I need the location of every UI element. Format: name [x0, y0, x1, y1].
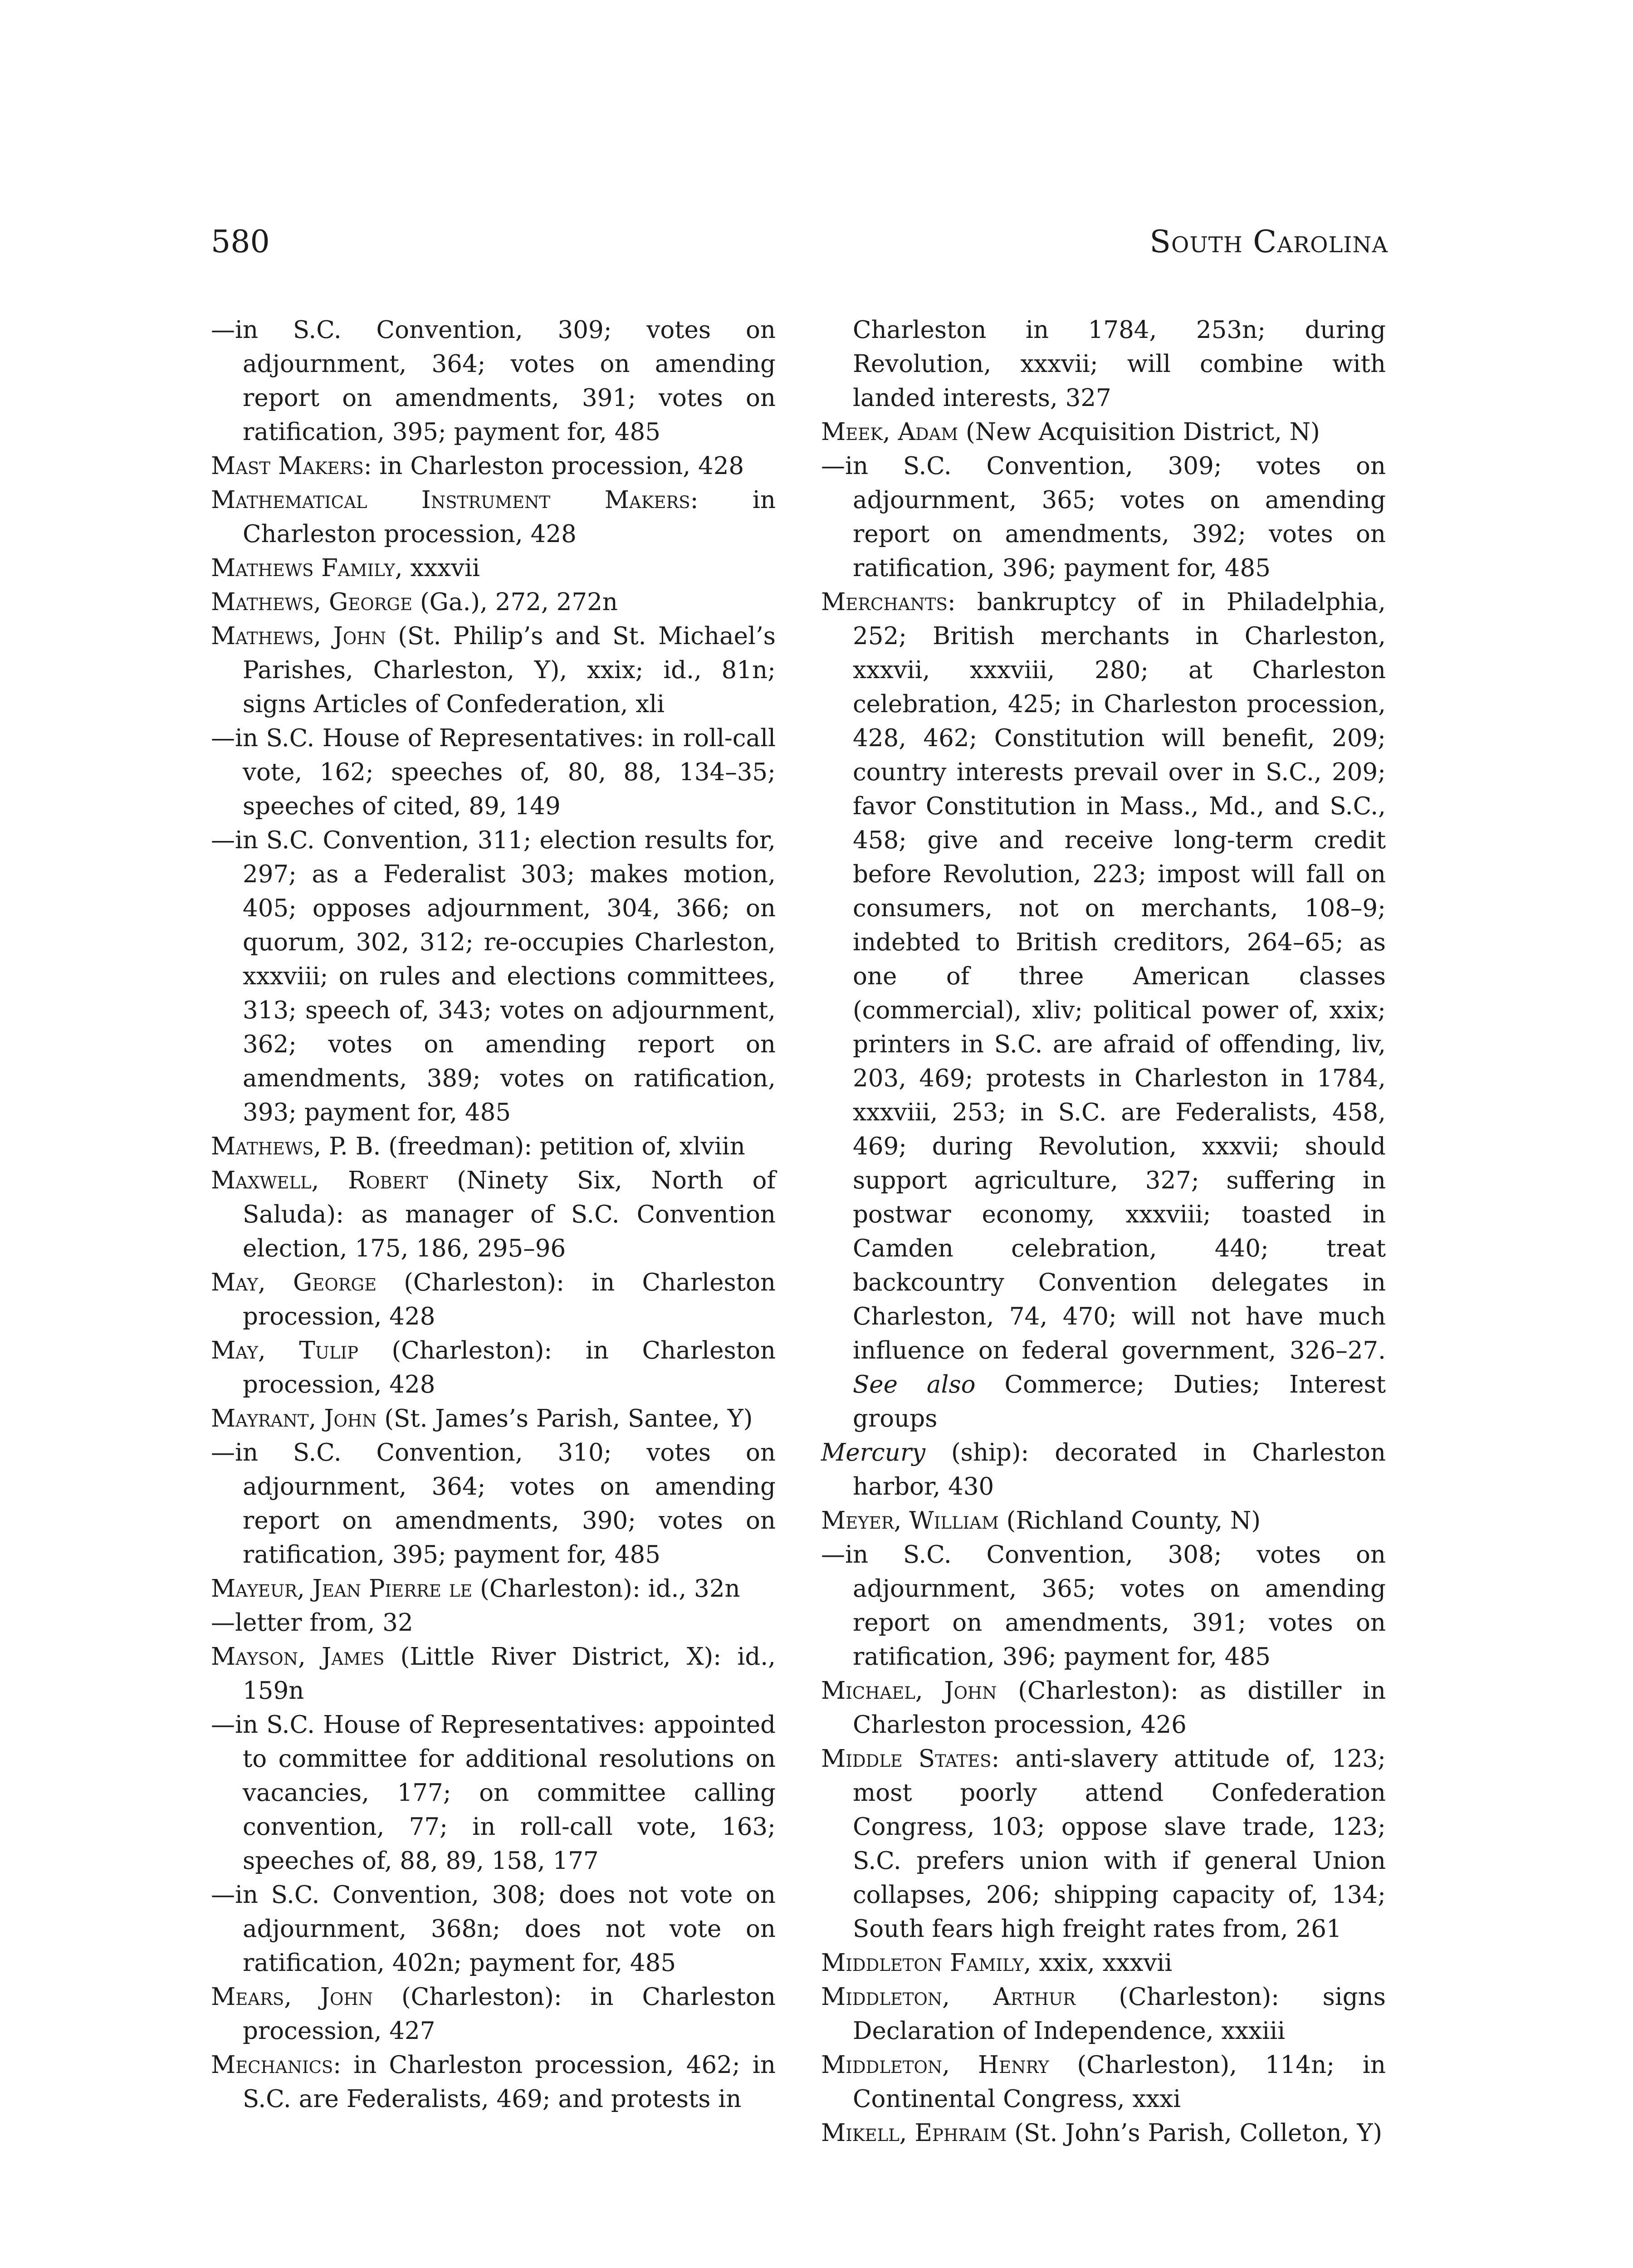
index-entry — [211, 1572, 776, 1606]
index-entry — [211, 483, 776, 551]
index-entry — [211, 1640, 776, 1708]
index-entry-text: : bankruptcy of in Philadelphia, 252; British merchants in Charleston, xxxvii, xxxviii, 280; at Charleston celebration, 425; in Charleston procession, 428, 462; Constitution will benefit, 209; country interests prevail over in S.C., 209; favor Constitution in Mass., Md., and S.C., 458; give and receive long-term credit before Revolution, 223; impost will fall on consumers, not on merchants, 108–9; indebted to British creditors, 264–65; as one of three American classes (commercial), xliv; political power of, xxix; printers in S.C. are afraid of offending, liv, 203, 469; protests in Charleston in 1784, xxxviii, 253; in S.C. are Federalists, 458, 469; during Revolution, xxxvii; should support agriculture, 327; suffering in postwar economy, xxxviii; toasted in Camden celebration, 440; treat backcountry Convention delegates in Charleston, 74, 470; will not have much influence on federal government, 326–27. — [853, 588, 1386, 1364]
index-entry-heading: Mears, John — [211, 1983, 373, 2011]
index-entry-text: (Richland County, N) — [998, 1507, 1261, 1535]
page-number: 580 — [211, 224, 270, 260]
index-entry-text: (Little River District, X): id., 159n — [243, 1643, 776, 1705]
index-entry — [821, 1504, 1386, 1538]
index-column-left — [211, 313, 776, 2116]
index-entry-heading: Mathews Family — [211, 554, 395, 582]
index-entry-text: : in Charleston procession, 428 — [243, 486, 776, 548]
index-entry-heading: Mast Makers — [211, 452, 364, 480]
index-entry-text: —in S.C. Convention, 310; votes on adjournment, 364; votes on amending report on amendments, 390; votes on ratification, 395; payment for, 485 — [211, 1439, 776, 1569]
index-entry-heading: Michael, John — [821, 1677, 997, 1705]
running-head: South Carolina — [1149, 224, 1388, 260]
index-entry — [821, 1538, 1386, 1674]
index-entry-text: (Charleston), 114n; in Continental Congress, xxxi — [853, 2051, 1386, 2113]
index-entry-heading: Middle States — [821, 1745, 992, 1773]
index-entry-text: —in S.C. Convention, 309; votes on adjournment, 364; votes on amending report on amendments, 391; votes on ratification, 395; payment for, 485 — [211, 316, 776, 446]
index-entry — [211, 585, 776, 619]
index-entry-text: (Charleston): in Charleston procession, 428 — [243, 1337, 776, 1398]
index-entry-text: (freedman): petition of, xlviin — [381, 1133, 745, 1160]
index-entry — [821, 1742, 1386, 1946]
index-entry — [211, 1436, 776, 1572]
index-entry-heading: Mayeur, Jean Pierre le — [211, 1575, 473, 1603]
index-entry — [211, 619, 776, 721]
index-entry-text: (Charleston): as distiller in Charleston procession, 426 — [853, 1677, 1386, 1739]
index-entry-heading: Merchants — [821, 588, 948, 616]
index-entry-text: —in S.C. Convention, 308; votes on adjournment, 365; votes on amending report on amendments, 391; votes on ratification, 396; payment for, 485 — [821, 1541, 1386, 1671]
index-entry-text: , xxxvii — [395, 554, 480, 582]
index-entry-heading: Mercury — [821, 1439, 926, 1466]
index-entry-text: (ship): decorated in Charleston harbor, 430 — [853, 1439, 1386, 1501]
index-entry-heading: Mikell, Ephraim — [821, 2119, 1007, 2147]
index-entry-text: : anti-slavery attitude of, 123; most poorly attend Confederation Congress, 103; oppose slave trade, 123; S.C. prefers union with if general Union collapses, 206; shipping capacity of, 134; South fears high freight rates from, 261 — [853, 1745, 1386, 1943]
index-entry — [211, 1878, 776, 1980]
index-entry-text: (Charleston): id., 32n — [472, 1575, 740, 1603]
index-entry-text: —in S.C. House of Representatives: in roll-call vote, 162; speeches of, 80, 88, 134–35; speeches of cited, 89, 149 — [211, 724, 776, 820]
index-entry-text: (St. James’s Parish, Santee, Y) — [376, 1405, 753, 1432]
index-entry-text: —in S.C. Convention, 308; does not vote on adjournment, 368n; does not vote on ratification, 402n; payment for, 485 — [211, 1881, 776, 1977]
index-entry-heading: Mechanics — [211, 2051, 333, 2079]
index-entry — [211, 1980, 776, 2048]
index-entry — [211, 823, 776, 1129]
index-entry — [211, 1708, 776, 1878]
index-entry-text: : in Charleston procession, 428 — [363, 452, 744, 480]
index-entry — [211, 1266, 776, 1334]
index-entry-text: —letter from, 32 — [211, 1609, 413, 1637]
index-entry-heading: Mathews, John — [211, 622, 386, 650]
index-entry-text: , xxix, xxxvii — [1023, 1949, 1173, 1977]
index-entry-heading: May, George — [211, 1269, 377, 1296]
index-entry-text: (Ga.), 272, 272n — [412, 588, 618, 616]
index-entry — [821, 1946, 1386, 1980]
index-entry-text: (New Acquisition District, N) — [958, 418, 1320, 446]
index-entry-text: (Ninety Six, North of Saluda): as manager of S.C. Convention election, 175, 186, 295–96 — [243, 1167, 776, 1262]
index-entry — [821, 1980, 1386, 2048]
index-entry — [821, 2116, 1386, 2150]
index-entry-heading: Middleton Family — [821, 1949, 1024, 1977]
index-entry — [821, 1674, 1386, 1742]
index-entry-text: : in Charleston procession, 462; in S.C. are Federalists, 469; and protests in — [243, 2051, 776, 2113]
index-entry-text: (St. Philip’s and St. Michael’s Parishes, Charleston, Y), xxix; id., 81n; signs Articles of Confederation, xli — [243, 622, 776, 718]
index-entry — [211, 1402, 776, 1436]
index-entry — [211, 449, 776, 483]
index-entry — [821, 415, 1386, 449]
index-entry — [211, 551, 776, 585]
index-entry-heading: Maxwell, Robert — [211, 1167, 428, 1194]
index-entry-heading: Meyer, William — [821, 1507, 999, 1535]
index-entry-text: —in S.C. Convention, 311; election results for, 297; as a Federalist 303; makes motion, 405; opposes adjournment, 304, 366; on quorum, 302, 312; re-occupies Charleston, xxxviii; on rules and elections committees, 313; speech of, 343; votes on adjournment, 362; votes on amending report on amendments, 389; votes on ratification, 393; payment for, 485 — [211, 826, 776, 1126]
index-entry-heading: Mathews, P. B. — [211, 1133, 381, 1160]
index-entry — [211, 1163, 776, 1266]
index-entry — [821, 313, 1386, 415]
index-entry-text: (Charleston): in Charleston procession, 428 — [243, 1269, 776, 1330]
index-entry — [211, 1334, 776, 1402]
index-entry-heading: Middleton, Arthur — [821, 1983, 1076, 2011]
index-column-right — [821, 313, 1386, 2150]
see-also-label: See also — [853, 1371, 976, 1398]
index-entry-heading: May, Tulip — [211, 1337, 358, 1364]
index-entry — [211, 2048, 776, 2116]
index-entry-text: —in S.C. Convention, 309; votes on adjournment, 365; votes on amending report on amendments, 392; votes on ratification, 396; payment for, 485 — [821, 452, 1386, 582]
index-entry — [821, 1436, 1386, 1504]
index-entry — [821, 2048, 1386, 2116]
index-entry — [211, 1606, 776, 1640]
index-entry — [211, 313, 776, 449]
index-entry-text: —in S.C. House of Representatives: appointed to committee for additional resolutions on vacancies, 177; on committee calling convention, 77; in roll-call vote, 163; speeches of, 88, 89, 158, 177 — [211, 1711, 776, 1875]
index-entry-text: (Charleston): in Charleston procession, 427 — [243, 1983, 776, 2045]
index-entry — [211, 1129, 776, 1163]
index-entry-heading: Meek, Adam — [821, 418, 958, 446]
index-entry-heading: Mayson, James — [211, 1643, 385, 1671]
index-entry-heading: Mathews, George — [211, 588, 413, 616]
see-also-text: Commerce; Duties; Interest groups — [853, 1371, 1386, 1432]
index-entry — [821, 449, 1386, 585]
index-entry-text: (St. John’s Parish, Colleton, Y) — [1007, 2119, 1383, 2147]
index-entry-text: (Charleston): signs Declaration of Independence, xxxiii — [853, 1983, 1386, 2045]
index-entry-heading: Mathematical Instrument Makers — [211, 486, 690, 514]
index-entry-text: Charleston in 1784, 253n; during Revolution, xxxvii; will combine with landed interests, 327 — [853, 316, 1386, 412]
index-entry-heading: Mayrant, John — [211, 1405, 377, 1432]
index-entry — [821, 585, 1386, 1436]
index-entry — [211, 721, 776, 823]
index-entry-heading: Middleton, Henry — [821, 2051, 1049, 2079]
